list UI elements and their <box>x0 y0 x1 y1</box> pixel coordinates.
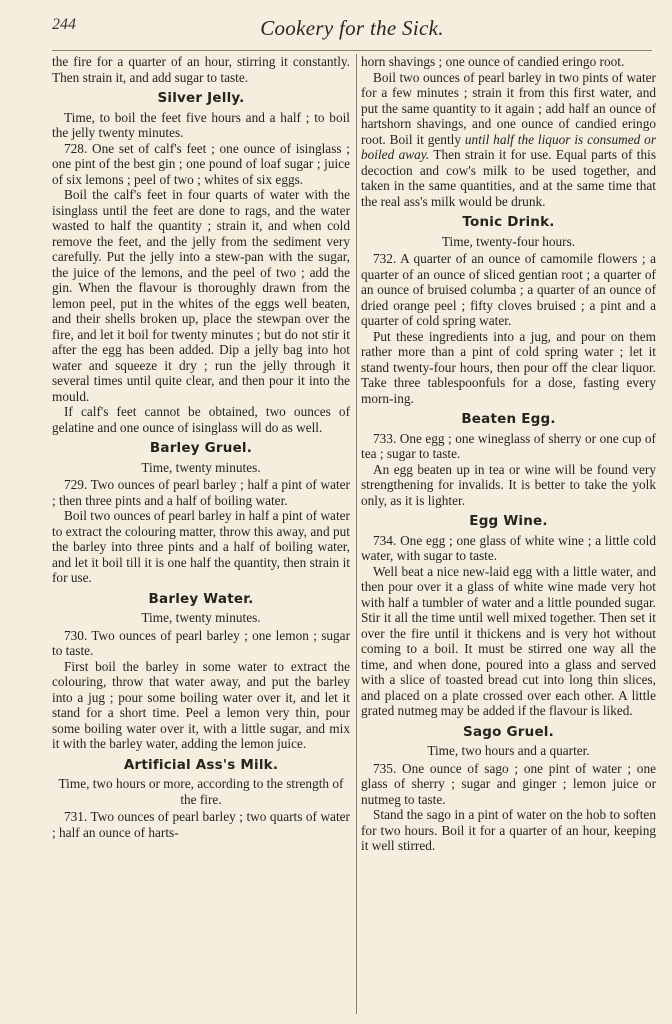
ingredients-paragraph: 730. Two ounces of pearl barley ; one lemon ; sugar to taste. <box>52 627 350 658</box>
right-column <box>361 54 656 854</box>
time-note: Time, two hours or more, according to the strength of the fire. <box>58 776 344 807</box>
page-number: 244 <box>52 16 76 33</box>
running-title: Cookery for the Sick. <box>260 16 444 40</box>
italic-emphasis: until half the liquor is consumed or boiled away. <box>361 131 656 162</box>
ingredients-paragraph: 733. One egg ; one wineglass of sherry or one cup of tea ; sugar to taste. <box>361 430 656 461</box>
ingredients-paragraph: 729. Two ounces of pearl barley ; half a pint of water ; then three pints and a half of boiling water. <box>52 477 350 508</box>
method-paragraph <box>361 70 656 210</box>
method-paragraph: First boil the barley in some water to extract the colouring, throw that water away, and put the barley into a jug ; pour some boiling water over it, and let it stand for a short time. Peel a lemon very thin, pour some boiling water over it, with a little sugar, and mix it with the barley water, adding the lemon juice. <box>52 658 350 751</box>
time-note: Time, twenty minutes. <box>141 459 261 475</box>
method-paragraph: An egg beaten up in tea or wine will be found very strengthening for invalids. It is better to take the yolk only, as it is lighter. <box>361 461 656 508</box>
column-divider <box>356 54 357 1014</box>
time-note: Time, two hours and a quarter. <box>427 743 590 758</box>
method-text-end: Then strain it for use. Equal parts of this decoction and cow's milk to be used together, and taken in the same quantities, and at the same time that the real ass's milk would be drunk. <box>361 147 656 209</box>
note-paragraph: If calf's feet cannot be obtained, two ounces of gelatine and one ounce of isinglass will do as well. <box>52 404 350 435</box>
method-paragraph: Well beat a nice new-laid egg with a little water, and then pour over it a glass of white wine made very hot with half a tumbler of water and a little pounded sugar. Stir it all the time until well mixed together. Then set it over the fire until it thickens and is very hot without coming to a boil. It must be stirred one way all the time, and when done, poured into a glass and served with a slice of toasted bread cut into long thin slices, and placed on a plate crossed over each other. A little grated nutmeg may be added if the flavour is liked. <box>361 563 656 718</box>
header-rule <box>52 50 652 51</box>
section-title-egg-wine: Egg Wine. <box>469 513 548 529</box>
page-header <box>52 10 652 50</box>
section-title-beaten-egg: Beaten Egg. <box>461 411 556 427</box>
time-note: Time, to boil the feet five hours and a half ; to boil the jelly twenty minutes. <box>52 109 350 140</box>
time-note: Time, twenty-four hours. <box>441 233 576 249</box>
ingredients-paragraph: 735. One ounce of sago ; one pint of water ; one glass of sherry ; sugar and ginger ; lemon juice or nutmeg to taste. <box>361 760 656 807</box>
section-title-artificial-milk: Artificial Ass's Milk. <box>123 756 279 773</box>
section-title-silver-jelly: Silver Jelly. <box>157 90 245 106</box>
method-paragraph: Boil the calf's feet in four quarts of water with the isinglass until the feet are done to rags, and the water wasted to half the quantity ; strain it, and when cold remove the feet, and the jelly from the sediment very carefully. Put the jelly into a stew-pan with the sugar, the juice of the lemons, and the peel of two ; add the gin. When the flavour is thoroughly drawn from the lemon peel, put in the whites of the eggs well beaten, and their shells broken up, place the stewpan over the fire, and let it boil for twenty minutes ; but do not stir it after the egg has been added. Dip a jelly bag into hot water and squeeze it dry ; run the jelly through it several times until quite clear, and then pour it into the mould. <box>52 187 350 404</box>
section-title-tonic-drink: Tonic Drink. <box>462 214 555 230</box>
left-column <box>52 54 350 840</box>
continued-paragraph: horn shavings ; one ounce of candied eringo root. <box>361 54 625 69</box>
ingredients-paragraph: 734. One egg ; one glass of white wine ; a little cold water, with sugar to taste. <box>361 532 656 563</box>
method-text: Boil two ounces of pearl barley in two pints of water for a few minutes ; strain it from this first water, and put the same quantity to it again ; add half an ounce of hartshorn shavings, and one ounce of candied eringo root. Boil it gently <box>361 69 656 147</box>
continued-paragraph: the fire for a quarter of an hour, stirring it constantly. Then strain it, and add sugar to taste. <box>52 54 350 85</box>
section-title-barley-water: Barley Water. <box>148 590 254 607</box>
method-paragraph: Boil two ounces of pearl barley in half a pint of water to extract the colouring matter, throw this away, and put the barley into three pints and a half of boiling water, and let it boil till it is one half the quantity, then strain it for use. <box>52 508 350 585</box>
ingredients-paragraph: 731. Two ounces of pearl barley ; two quarts of water ; half an ounce of harts- <box>52 809 350 840</box>
section-title-sago-gruel: Sago Gruel. <box>463 723 554 740</box>
ingredients-paragraph: 732. A quarter of an ounce of camomile flowers ; a quarter of an ounce of sliced gentian root ; a quarter of an ounce of bruised columba ; a quarter of an ounce of dried orange peel ; fifty cloves bruised ; a pint and a quarter of cold spring water. <box>361 251 656 328</box>
ingredients-paragraph: 728. One set of calf's feet ; one ounce of isinglass ; one pint of the best gin ; one pound of loaf sugar ; juice of six lemons ; peel of two ; whites of six eggs. <box>52 140 350 187</box>
method-paragraph: Put these ingredients into a jug, and pour on them rather more than a pint of cold spring water ; let it stand twenty-four hours, then pour off the clear liquor. Take three tablespoonfuls for a dose, fasting every morn-ing. <box>361 328 656 406</box>
method-paragraph: Stand the sago in a pint of water on the hob to soften for two hours. Boil it for a quarter of an hour, keeping it well stirred. <box>361 807 656 853</box>
time-note: Time, twenty minutes. <box>141 610 261 625</box>
section-title-barley-gruel: Barley Gruel. <box>149 440 253 456</box>
